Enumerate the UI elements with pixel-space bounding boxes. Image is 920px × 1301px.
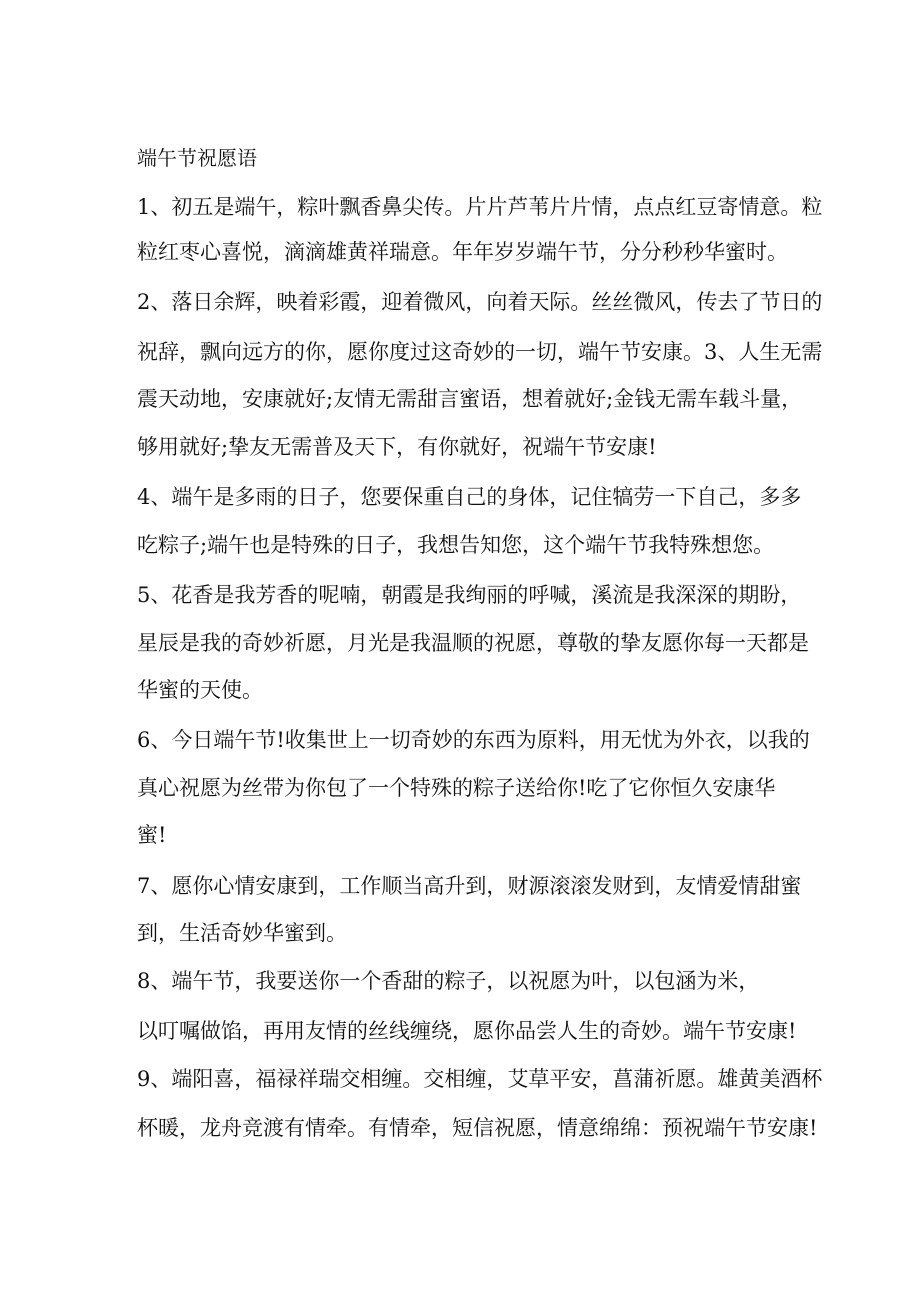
text-line: 到，生活奇妙华蜜到。 (137, 921, 347, 945)
text-line: 真心祝愿为丝带为你包了一个特殊的粽子送给你!吃了它你恒久安康华 (137, 776, 776, 800)
text-line: 8、端午节，我要送你一个香甜的粽子，以祝愿为叶，以包涵为米， (137, 969, 760, 993)
text-line: 5、花香是我芳香的呢喃，朝霞是我绚丽的呼喊，溪流是我深深的期盼， (137, 583, 802, 607)
text-line: 9、端阳喜，福禄祥瑞交相缠。交相缠，艾草平安，菖蒲祈愿。雄黄美酒杯 (137, 1067, 823, 1091)
text-line: 震天动地，安康就好;友情无需甜言蜜语，想着就好;金钱无需车载斗量， (137, 387, 803, 411)
text-line: 粒红枣心喜悦，滴滴雄黄祥瑞意。年年岁岁端午节，分分秒秒华蜜时。 (137, 240, 788, 264)
text-line: 杯暖，龙舟竞渡有情牵。有情牵，短信祝愿，情意绵绵：预祝端午节安康! (137, 1116, 818, 1140)
text-line: 1、初五是端午，粽叶飘香鼻尖传。片片芦苇片片情，点点红豆寄情意。粒 (137, 195, 823, 219)
text-line: 祝辞，飘向远方的你，愿你度过这奇妙的一切，端午节安康。3、人生无需 (137, 340, 823, 364)
text-line: 够用就好;挚友无需普及天下，有你就好，祝端午节安康! (137, 435, 657, 459)
text-line: 蜜! (137, 823, 167, 847)
text-line: 吃粽子;端午也是特殊的日子，我想告知您，这个端午节我特殊想您。 (137, 533, 775, 557)
text-line: 华蜜的天使。 (137, 678, 263, 702)
text-line: 星辰是我的奇妙祈愿，月光是我温顺的祝愿，尊敬的挚友愿你每一天都是 (137, 631, 809, 655)
text-line: 7、愿你心情安康到，工作顺当高升到，财源滚滚发财到，友情爱情甜蜜 (137, 874, 802, 898)
document-title: 端午节祝愿语 (137, 146, 257, 170)
text-line: 4、端午是多雨的日子，您要保重自己的身体，记住犒劳一下自己，多多 (137, 485, 802, 509)
text-line: 6、今日端午节!收集世上一切奇妙的东西为原料，用无忧为外衣，以我的 (137, 728, 810, 752)
text-line: 以叮嘱做馅，再用友情的丝线缠绕，愿你品尝人生的奇妙。端午节安康! (137, 1019, 797, 1043)
text-line: 2、落日余辉，映着彩霞，迎着微风，向着天际。丝丝微风，传去了节日的 (137, 290, 823, 314)
